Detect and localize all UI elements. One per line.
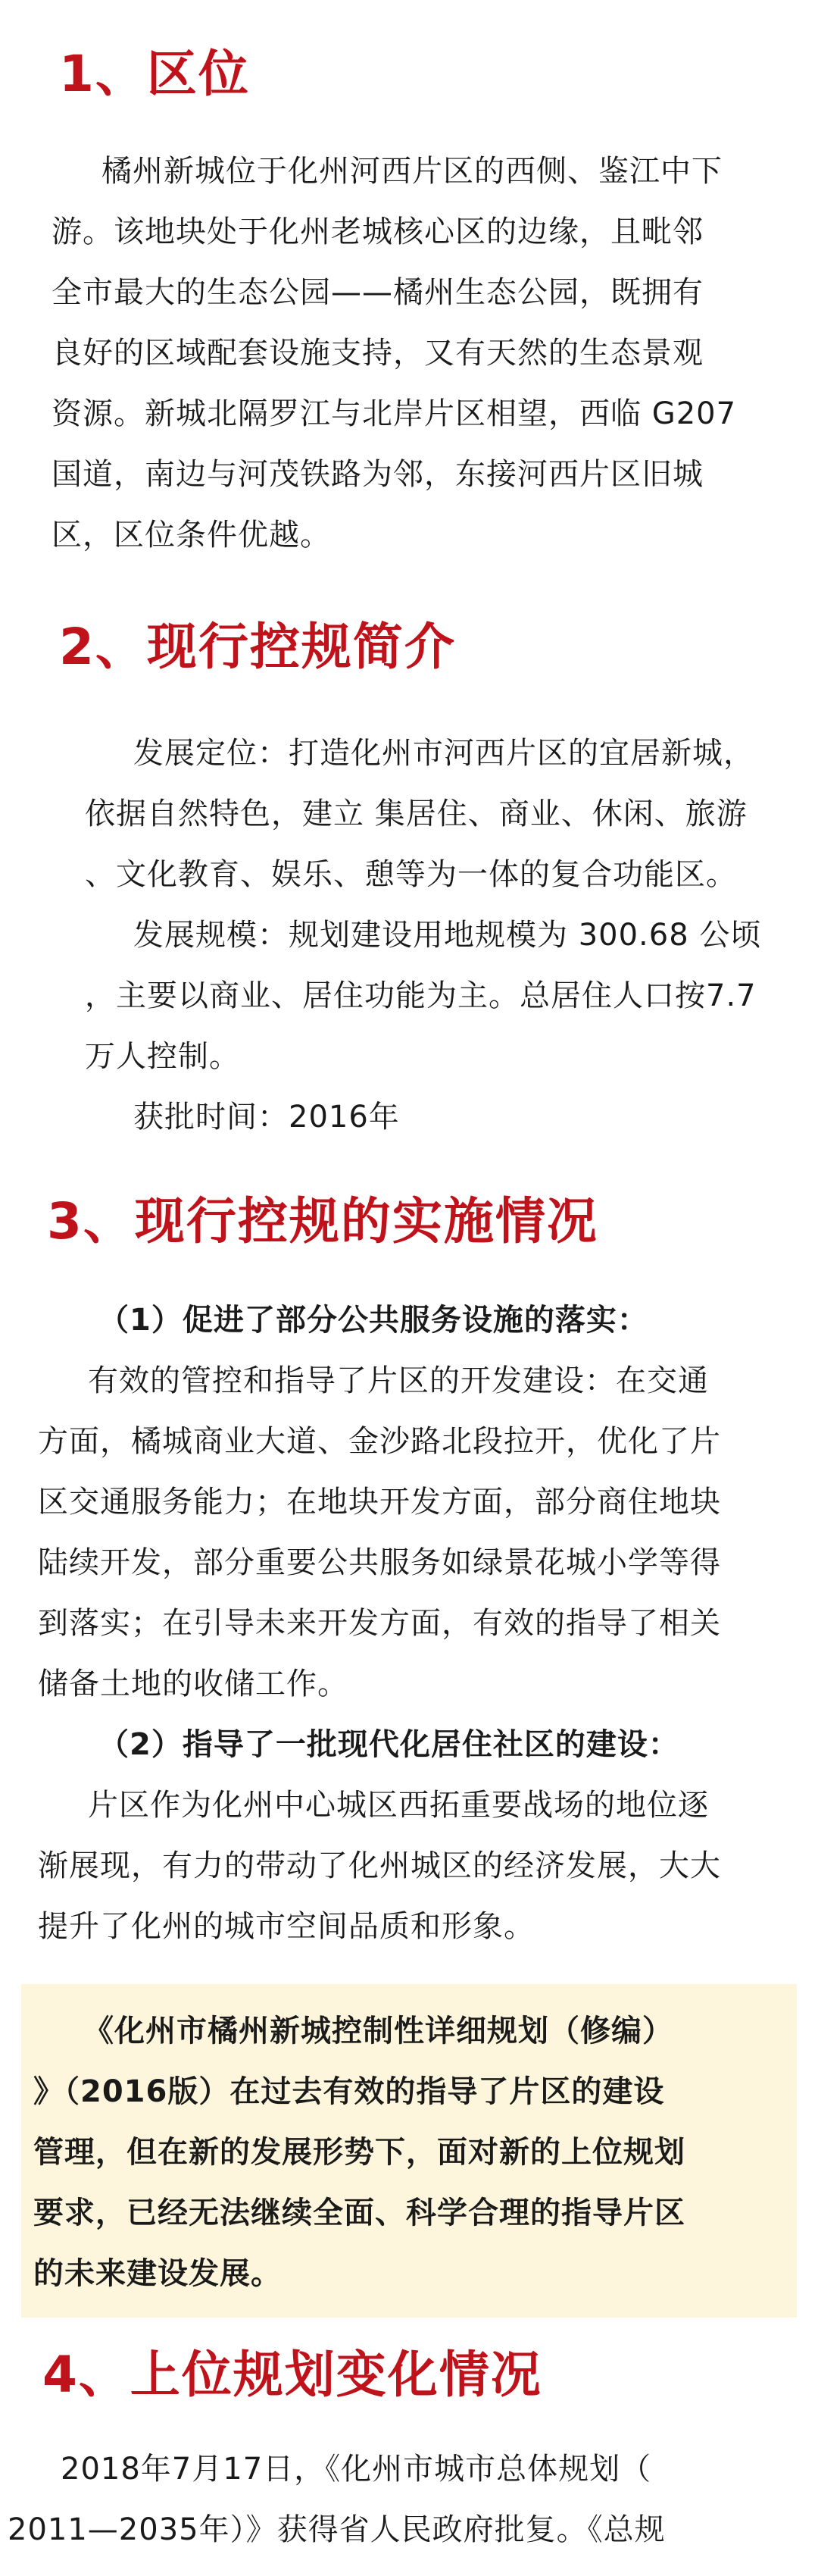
text-line: 到落实；在引导未来开发方面，有效的指导了相关 <box>38 1606 721 1641</box>
section-1-paragraph <box>52 141 737 565</box>
text-line: 有效的管控和指导了片区的开发建设：在交通 <box>88 1363 709 1398</box>
text-line: 《化州市橘州新城控制性详细规划（修编） <box>83 2014 673 2049</box>
text-line: 良好的区域配套设施支持，又有天然的生态景观 <box>52 336 704 371</box>
summary-callout <box>21 1984 797 2318</box>
section-3-subheading-1: （1）促进了部分公共服务设施的落实： <box>98 1303 648 1338</box>
text-line: 资源。新城北隔罗江与北岸片区相望，西临 G207 <box>52 396 737 431</box>
section-3-paragraph-1 <box>38 1351 721 1714</box>
text-line: 管理，但在新的发展形势下，面对新的上位规划 <box>33 2135 685 2170</box>
text-line: 全市最大的生态公园——橘州生态公园，既拥有 <box>52 275 704 310</box>
text-line: 》（2016版）在过去有效的指导了片区的建设 <box>33 2074 665 2109</box>
text-line: 、文化教育、娱乐、憩等为一体的复合功能区。 <box>85 857 737 892</box>
section-2-positioning <box>85 723 754 905</box>
section-4-paragraph <box>8 2439 666 2560</box>
text-line: 区交通服务能力；在地块开发方面，部分商住地块 <box>38 1485 721 1520</box>
text-line: 依据自然特色，建立 集居住、商业、休闲、旅游 <box>85 797 748 831</box>
text-line: 的未来建设发展。 <box>33 2256 282 2291</box>
text-line: 2018年7月17日，《化州市城市总体规划（ <box>61 2452 652 2487</box>
text-line: 2011—2035年）》获得省人民政府批复。《总规 <box>8 2512 666 2547</box>
text-line: 万人控制。 <box>85 1039 240 1074</box>
text-line: 发展规模：规划建设用地规模为 300.68 公顷 <box>133 918 762 953</box>
section-1-heading: 1、区位 <box>59 45 250 103</box>
text-line: 游。该地块处于化州老城核心区的边缘，且毗邻 <box>52 214 704 249</box>
section-2-scale <box>85 905 762 1087</box>
text-line: 方面，橘城商业大道、金沙路北段拉开，优化了片 <box>38 1424 721 1459</box>
text-line: 区，区位条件优越。 <box>52 518 331 552</box>
text-line: 橘州新城位于化州河西片区的西侧、鉴江中下 <box>101 154 723 189</box>
text-line: 储备土地的收储工作。 <box>38 1667 348 1701</box>
callout-paragraph <box>33 2001 685 2304</box>
section-3-subheading-2: （2）指导了一批现代化居住社区的建设： <box>98 1727 679 1762</box>
text-line: 片区作为化州中心城区西拓重要战场的地位逐 <box>88 1788 709 1823</box>
text-line: 提升了化州的城市空间品质和形象。 <box>38 1909 535 1944</box>
text-line: 国道，南边与河茂铁路为邻，东接河西片区旧城 <box>52 457 704 492</box>
text-line: 发展定位：打造化州市河西片区的宜居新城， <box>133 736 754 771</box>
section-3-paragraph-2 <box>38 1775 721 1957</box>
section-2-approval <box>133 1087 400 1147</box>
section-4-heading: 4、上位规划变化情况 <box>42 2346 542 2404</box>
approval-date: 获批时间：2016年 <box>133 1100 400 1135</box>
text-line: 陆续开发，部分重要公共服务如绿景花城小学等得 <box>38 1545 721 1580</box>
section-3-heading: 3、现行控规的实施情况 <box>47 1192 598 1250</box>
section-2-heading: 2、现行控规简介 <box>59 618 456 676</box>
text-line: 渐展现，有力的带动了化州城区的经济发展，大大 <box>38 1848 721 1883</box>
text-line: 要求，已经无法继续全面、科学合理的指导片区 <box>33 2196 685 2230</box>
text-line: ，主要以商业、居住功能为主。总居住人口按7.7 <box>85 978 757 1013</box>
